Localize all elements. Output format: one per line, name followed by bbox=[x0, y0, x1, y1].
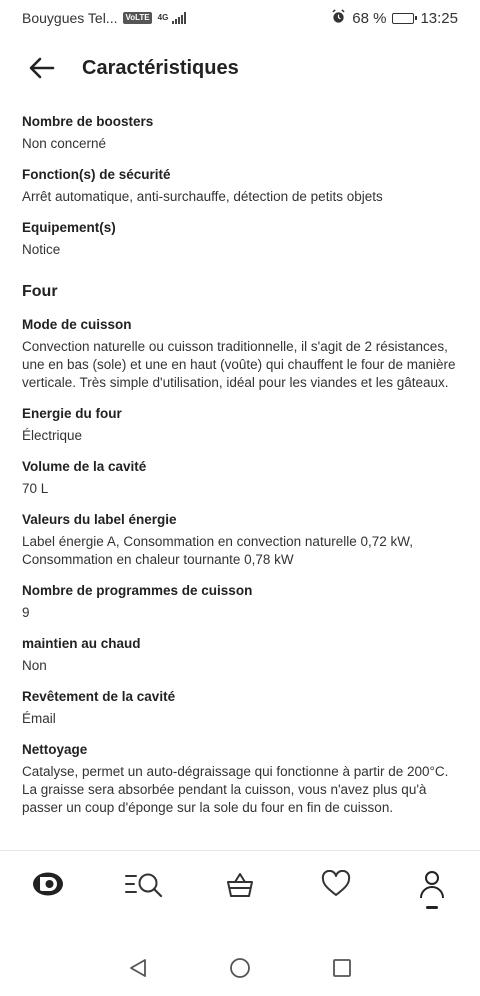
carrier-name: Bouygues Tel... bbox=[22, 10, 118, 26]
spec-item bbox=[22, 581, 458, 622]
home-logo-icon bbox=[31, 870, 65, 898]
nav-favorites[interactable] bbox=[306, 856, 366, 912]
nav-home[interactable] bbox=[18, 856, 78, 912]
status-right bbox=[331, 9, 458, 28]
bottom-nav bbox=[0, 856, 480, 920]
general-specs bbox=[22, 112, 458, 259]
arrow-left-icon bbox=[29, 57, 55, 79]
volte-badge: VoLTE bbox=[125, 13, 150, 22]
spec-item bbox=[22, 634, 458, 675]
spec-item bbox=[22, 315, 458, 392]
network-type: 4G bbox=[157, 13, 169, 22]
spec-value: Catalyse, permet un auto-dégraissage qui fonctionne à partir de 200°C. La graisse sera absorbée pendant la cuisson, vous n'avez plus qu'à passer un coup d'éponge sur la sole du four en fin de cuisson. bbox=[22, 764, 449, 815]
spec-item bbox=[22, 404, 458, 445]
spec-value: Électrique bbox=[22, 428, 83, 443]
spec-label: maintien au chaud bbox=[22, 636, 141, 651]
system-home-button[interactable] bbox=[226, 954, 254, 982]
spec-label: Nombre de programmes de cuisson bbox=[22, 583, 253, 598]
nav-basket[interactable] bbox=[210, 856, 270, 912]
four-specs bbox=[22, 315, 458, 817]
account-icon bbox=[419, 870, 445, 900]
recents-square-icon bbox=[331, 957, 353, 979]
nav-account[interactable] bbox=[402, 856, 462, 912]
spec-item bbox=[22, 165, 458, 206]
header bbox=[0, 44, 480, 92]
battery-percent: 68 % bbox=[352, 9, 387, 27]
spec-label: Mode de cuisson bbox=[22, 317, 132, 332]
spec-item bbox=[22, 687, 458, 728]
alarm-icon bbox=[331, 9, 346, 28]
spec-label: Valeurs du label énergie bbox=[22, 512, 177, 527]
spec-value: Convection naturelle ou cuisson traditionnelle, il s'agit de 2 résistances, une en bas (sole) et une en haut (voûte) qui chauffent le four de manière verticale. Très simple d'utilisation, idéal pour les viandes et les gâteaux. bbox=[22, 339, 456, 390]
spec-value: 9 bbox=[22, 605, 30, 620]
spec-label: Nombre de boosters bbox=[22, 114, 154, 129]
specs-content[interactable] bbox=[22, 112, 458, 844]
spec-label: Nettoyage bbox=[22, 742, 88, 757]
spec-item bbox=[22, 510, 458, 569]
page-title: Caractéristiques bbox=[82, 56, 239, 79]
system-nav-bar bbox=[0, 940, 480, 996]
spec-item bbox=[22, 457, 458, 498]
system-back-button[interactable] bbox=[124, 954, 152, 982]
status-bar bbox=[0, 0, 480, 36]
battery-icon bbox=[392, 13, 414, 24]
search-list-icon bbox=[124, 870, 164, 898]
clock: 13:25 bbox=[420, 9, 458, 27]
section-title-four: Four bbox=[22, 283, 58, 300]
spec-value: Notice bbox=[22, 242, 61, 257]
bottom-nav-divider bbox=[0, 850, 480, 851]
nav-search[interactable] bbox=[114, 856, 174, 912]
status-left bbox=[22, 10, 186, 26]
spec-value: Non bbox=[22, 658, 47, 673]
active-nav-indicator bbox=[426, 906, 438, 909]
spec-item bbox=[22, 112, 458, 153]
spec-label: Fonction(s) de sécurité bbox=[22, 167, 171, 182]
back-button[interactable] bbox=[22, 48, 62, 88]
spec-value: Arrêt automatique, anti-surchauffe, détection de petits objets bbox=[22, 189, 383, 204]
heart-icon bbox=[321, 870, 351, 898]
home-circle-icon bbox=[229, 957, 251, 979]
spec-value: Non concerné bbox=[22, 136, 107, 151]
spec-label: Revêtement de la cavité bbox=[22, 689, 176, 704]
signal-icon bbox=[172, 12, 186, 24]
spec-value: Émail bbox=[22, 711, 56, 726]
system-recents-button[interactable] bbox=[328, 954, 356, 982]
spec-label: Volume de la cavité bbox=[22, 459, 147, 474]
spec-label: Equipement(s) bbox=[22, 220, 116, 235]
back-triangle-icon bbox=[127, 957, 149, 979]
spec-value: Label énergie A, Consommation en convection naturelle 0,72 kW, Consommation en chaleur tournante 0,78 kW bbox=[22, 534, 413, 567]
spec-item bbox=[22, 740, 458, 817]
basket-icon bbox=[225, 870, 255, 900]
spec-value: 70 L bbox=[22, 481, 49, 496]
spec-item bbox=[22, 218, 458, 259]
spec-label: Energie du four bbox=[22, 406, 122, 421]
